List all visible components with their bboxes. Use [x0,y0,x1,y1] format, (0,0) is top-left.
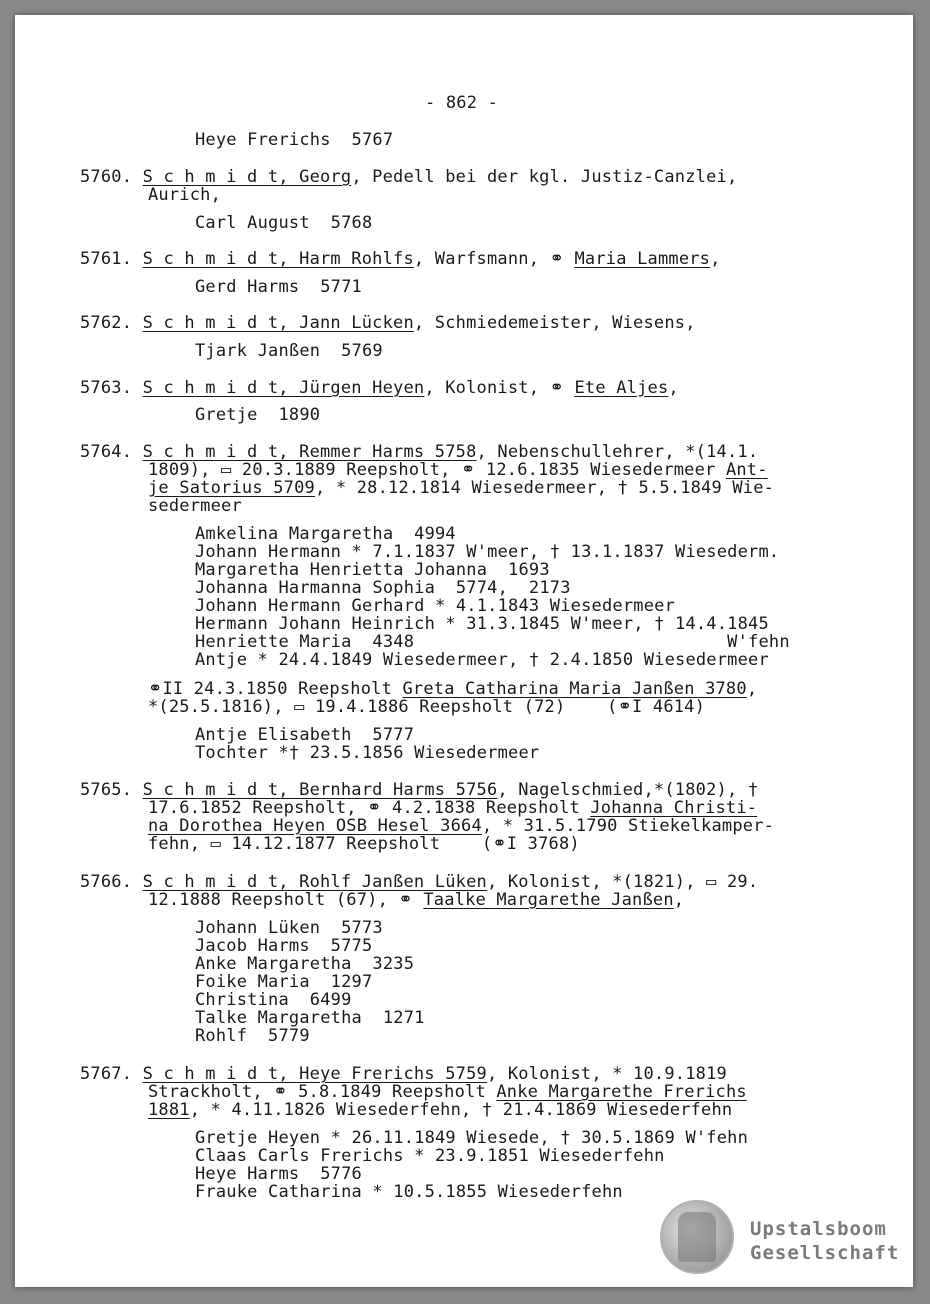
text-line: Henriette Maria 4348 W'fehn [195,632,790,652]
upstalsboom-seal-logo [660,1200,734,1274]
text-segment: 17.6.1852 Reepsholt, ⚭ 4.2.1838 Reepsholt [148,798,591,818]
underlined-name: na Dorothea Heyen OSB Hesel 3664 [148,816,482,836]
text-segment: Strackholt, ⚭ 5.8.1849 Reepsholt [148,1082,497,1102]
text-segment: , Kolonist, ⚭ [424,378,575,398]
text-line [80,167,737,187]
underlined-name: Johanna Christi- [590,798,758,818]
text-line: Rohlf 5779 [195,1026,310,1046]
text-line [148,1100,732,1120]
text-line: Heye Harms 5776 [195,1164,362,1184]
text-line [148,890,684,910]
text-line: Johann Hermann Gerhard * 4.1.1843 Wiesedermeer [195,596,676,616]
text-line: Gretje 1890 [195,405,321,425]
text-line: Frauke Catharina * 10.5.1855 Wiesederfehn [195,1182,623,1202]
text-line: Talke Margaretha 1271 [195,1008,425,1028]
text-line [148,460,768,480]
underlined-name: Ete Aljes [574,378,669,398]
text-line: sedermeer [148,496,242,516]
text-line: Heye Frerichs 5767 [195,130,394,150]
text-line [80,872,758,892]
text-line: Anke Margaretha 3235 [195,954,415,974]
underlined-name: S c h m i d t, Heye Frerichs 5759 [142,1064,487,1084]
text-line: Foike Maria 1297 [195,972,373,992]
brand-name-line1: Upstalsboom [750,1218,887,1240]
underlined-name: S c h m i d t, Harm Rohlfs [142,249,414,269]
text-segment: 5764. [80,442,143,462]
text-line [80,249,721,269]
text-line: Johanna Harmanna Sophia 5774, 2173 [195,578,571,598]
document-page [15,15,913,1287]
text-segment: , Pedell bei der kgl. Justiz-Canzlei, [351,167,738,187]
underlined-name: S c h m i d t, Rohlf Janßen Lüken [142,872,487,892]
text-line: Johann Lüken 5773 [195,918,383,938]
text-line: Hermann Johann Heinrich * 31.3.1845 W'meer, † 14.4.1845 [195,614,769,634]
text-line: Carl August 5768 [195,213,373,233]
text-line: Gretje Heyen * 26.11.1849 Wiesede, † 30.5.1869 W'fehn [195,1128,749,1148]
text-segment: , Nebenschullehrer, *(14.1. [476,442,759,462]
text-segment: , Warfsmann, ⚭ [413,249,575,269]
text-segment: 5765. [80,780,143,800]
text-line [148,798,757,818]
text-line: Antje Elisabeth 5777 [195,725,415,745]
text-line: Jacob Harms 5775 [195,936,373,956]
text-line [80,780,758,800]
underlined-name: S c h m i d t, Georg [142,167,352,187]
text-line: Gerd Harms 5771 [195,277,362,297]
text-line: Aurich, [148,185,222,205]
underlined-name: 1881 [148,1100,190,1120]
text-line [80,378,679,398]
text-line: fehn, ▭ 14.12.1877 Reepsholt (⚭I 3768) [148,834,580,854]
text-line: Johann Hermann * 7.1.1837 W'meer, † 13.1.1837 Wiesederm. [195,542,780,562]
text-segment: , [746,679,758,699]
underlined-name: S c h m i d t, Jann Lücken [142,313,414,333]
underlined-name: Maria Lammers [574,249,711,269]
underlined-name: je Satorius 5709 [148,478,315,498]
text-segment: ⚭II 24.3.1850 Reepsholt [148,679,403,699]
text-segment: 5761. [80,249,143,269]
text-line: Tjark Janßen 5769 [195,341,383,361]
underlined-name: Taalke Margarethe Janßen [423,890,674,910]
text-line [148,816,774,836]
text-segment: , * 28.12.1814 Wiesedermeer, † 5.5.1849 Wie- [314,478,775,498]
text-segment: , Kolonist, * 10.9.1819 [486,1064,727,1084]
text-line [80,442,758,462]
text-line: Christina 6499 [195,990,352,1010]
text-line: Claas Carls Frerichs * 23.9.1851 Wiesederfehn [195,1146,665,1166]
text-line [148,478,774,498]
text-segment: , [710,249,721,269]
text-segment: , Schmiedemeister, Wiesens, [413,313,696,333]
text-line: Amkelina Margaretha 4994 [195,524,456,544]
underlined-name: S c h m i d t, Jürgen Heyen [142,378,425,398]
text-segment: 5762. [80,313,143,333]
text-segment: , * 31.5.1790 Stiekelkamper- [481,816,775,836]
text-segment: 5763. [80,378,143,398]
underlined-name: Greta Catharina Maria Janßen 3780 [402,679,747,699]
text-segment: , [673,890,685,910]
text-segment: 5760. [80,167,143,187]
text-segment: , Nagelschmied,*(1802), † [497,780,759,800]
text-segment: 1809), ▭ 20.3.1889 Reepsholt, ⚭ 12.6.1835 Wiesedermeer [148,460,726,480]
underlined-name: S c h m i d t, Bernhard Harms 5756 [142,780,498,800]
text-line: Tochter *† 23.5.1856 Wiesedermeer [195,743,540,763]
text-segment: 5766. [80,872,143,892]
underlined-name: S c h m i d t, Remmer Harms 5758 [142,442,477,462]
page-number: - 862 - [425,93,499,113]
text-line [80,313,696,333]
underlined-name: Ant- [725,460,768,480]
text-line: Margaretha Henrietta Johanna 1693 [195,560,550,580]
text-line [148,1082,747,1102]
brand-name-line2: Gesellschaft [750,1242,900,1264]
text-line [80,1064,727,1084]
underlined-name: Anke Margarethe Frerichs [496,1082,747,1102]
text-segment: 5767. [80,1064,143,1084]
text-line: Antje * 24.4.1849 Wiesedermeer, † 2.4.1850 Wiesedermeer [195,650,769,670]
text-segment: 12.1888 Reepsholt (67), ⚭ [148,890,424,910]
text-line: *(25.5.1816), ▭ 19.4.1886 Reepsholt (72) (⚭I 4614) [148,697,706,717]
text-segment: , Kolonist, *(1821), ▭ 29. [486,872,759,892]
text-segment: , [668,378,679,398]
text-line [148,679,757,699]
text-segment: , * 4.11.1826 Wiesederfehn, † 21.4.1869 Wiesederfehn [189,1100,733,1120]
